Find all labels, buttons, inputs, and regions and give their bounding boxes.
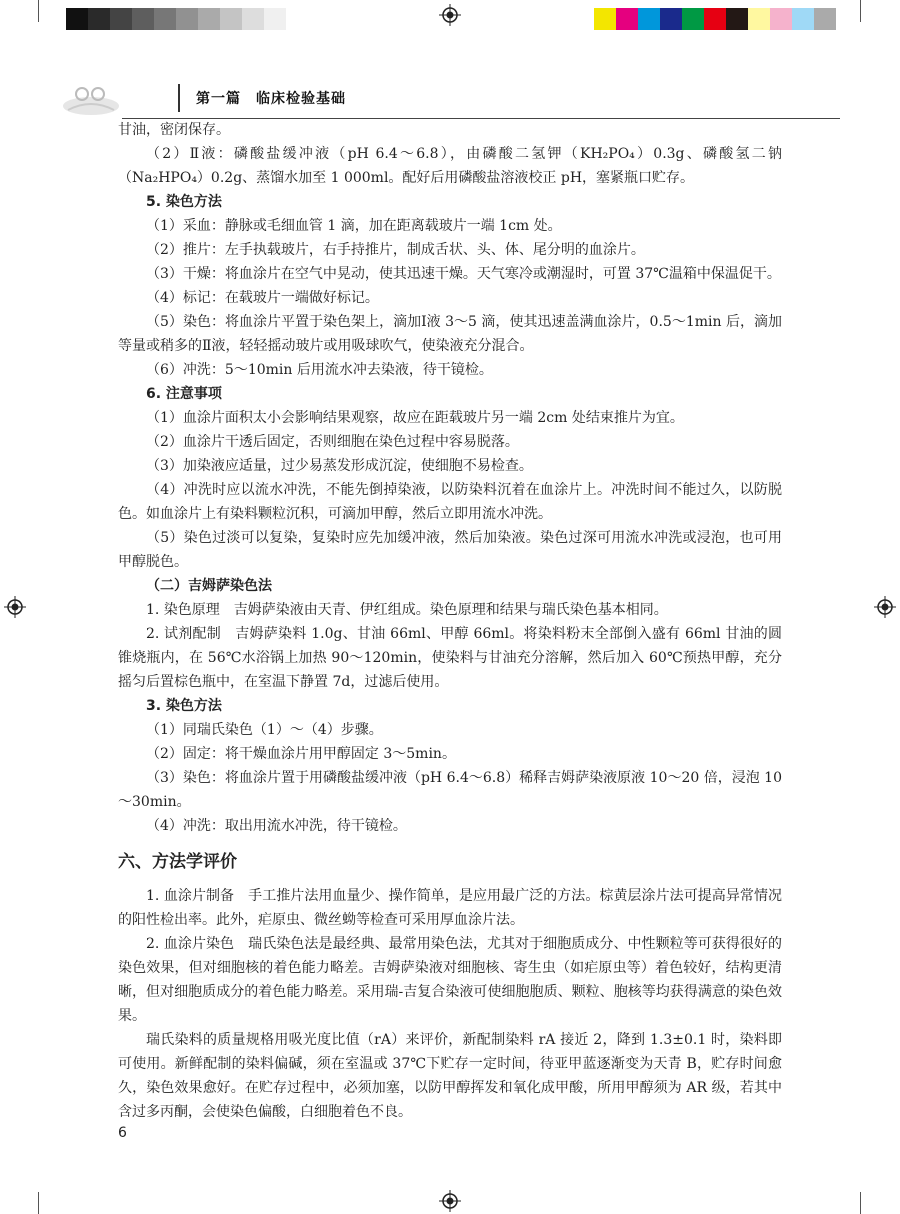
color-swatch bbox=[726, 8, 748, 30]
gray-swatch bbox=[220, 8, 242, 30]
gray-swatch bbox=[66, 8, 88, 30]
crop-mark bbox=[860, 0, 861, 22]
cmyk-color-bar bbox=[594, 8, 836, 30]
header-separator bbox=[178, 84, 180, 112]
paragraph: （2）固定：将干燥血涂片用甲醇固定 3～5min。 bbox=[146, 746, 456, 762]
registration-mark-icon bbox=[4, 596, 26, 618]
running-header bbox=[60, 80, 840, 120]
color-swatch bbox=[792, 8, 814, 30]
color-swatch bbox=[616, 8, 638, 30]
color-swatch bbox=[770, 8, 792, 30]
paragraph: （3）加染液应适量，过少易蒸发形成沉淀，使细胞不易检查。 bbox=[146, 458, 533, 474]
paragraph: （3）染色：将血涂片置于用磷酸盐缓冲液（pH 6.4～6.8）稀释吉姆萨染液原液 10～20 倍，浸泡 10～30min。 bbox=[118, 770, 782, 810]
registration-mark-icon bbox=[439, 1190, 461, 1212]
page-body bbox=[118, 118, 782, 1124]
gray-swatch bbox=[176, 8, 198, 30]
color-swatch bbox=[638, 8, 660, 30]
color-swatch bbox=[748, 8, 770, 30]
paragraph: （1）血涂片面积太小会影响结果观察，故应在距载玻片另一端 2cm 处结束推片为宜。 bbox=[146, 410, 684, 426]
gray-swatch bbox=[132, 8, 154, 30]
paragraph: 瑞氏染料的质量规格用吸光度比值（rA）来评价，新配制染料 rA 接近 2，降到 1.3±0.1 时，染料即可使用。新鲜配制的染料偏碱，须在室温或 37℃下贮存一定时间，待亚甲蓝逐渐变为天青 B，贮存时间愈久，染色效果愈好。在贮存过程中，必须加塞，以防甲醇挥发和氧化成甲酸，所用甲醇须为 AR 级，若其中含过多丙酮，会使染色偏酸，白细胞着色不良。 bbox=[118, 1032, 782, 1120]
registration-mark-icon bbox=[439, 4, 461, 26]
paragraph: （4）冲洗：取出用流水冲洗，待干镜检。 bbox=[146, 818, 407, 834]
crop-mark bbox=[860, 1192, 861, 1214]
registration-mark-icon bbox=[874, 596, 896, 618]
subheading: 3. 染色方法 bbox=[146, 698, 222, 714]
subheading: （二）吉姆萨染色法 bbox=[146, 578, 272, 594]
book-logo-icon bbox=[60, 80, 122, 120]
subheading: 6. 注意事项 bbox=[146, 386, 222, 402]
paragraph: （2）推片：左手执载玻片，右手持推片，制成舌状、头、体、尾分明的血涂片。 bbox=[146, 242, 645, 258]
gray-swatch bbox=[198, 8, 220, 30]
color-swatch bbox=[660, 8, 682, 30]
paragraph: 2. 血涂片染色 瑞氏染色法是最经典、最常用染色法，尤其对于细胞质成分、中性颗粒等可获得很好的染色效果，但对细胞核的着色能力略差。吉姆萨染液对细胞核、寄生虫（如疟原虫等）着色较好，结构更清晰，但对细胞质成分的着色能力略差。采用瑞-吉复合染液可使细胞胞质、颗粒、胞核等均获得满意的染色效果。 bbox=[118, 936, 782, 1024]
chapter-title: 第一篇 临床检验基础 bbox=[196, 91, 346, 107]
paragraph: （6）冲洗：5～10min 后用流水冲去染液，待干镜检。 bbox=[146, 362, 493, 378]
paragraph: （2）Ⅱ液：磷酸盐缓冲液（pH 6.4～6.8），由磷酸二氢钾（KH₂PO₄）0.3g、磷酸氢二钠（Na₂HPO₄）0.2g、蒸馏水加至 1 000ml。配好后用磷酸盐溶液校正 pH，塞紧瓶口贮存。 bbox=[118, 146, 782, 186]
gray-swatch bbox=[264, 8, 286, 30]
paragraph: （1）同瑞氏染色（1）～（4）步骤。 bbox=[146, 722, 383, 738]
paragraph: （4）标记：在载玻片一端做好标记。 bbox=[146, 290, 379, 306]
gray-swatch bbox=[242, 8, 264, 30]
paragraph: 1. 血涂片制备 手工推片法用血量少、操作简单，是应用最广泛的方法。棕黄层涂片法可提高异常情况的阳性检出率。此外，疟原虫、微丝蚴等检查可采用厚血涂片法。 bbox=[118, 888, 782, 928]
crop-mark bbox=[38, 0, 39, 22]
gray-swatch bbox=[154, 8, 176, 30]
paragraph: （4）冲洗时应以流水冲洗，不能先倒掉染液，以防染料沉着在血涂片上。冲洗时间不能过久，以防脱色。如血涂片上有染料颗粒沉积，可滴加甲醇，然后立即用流水冲洗。 bbox=[118, 482, 782, 522]
paragraph: 甘油，密闭保存。 bbox=[118, 122, 230, 138]
crop-mark bbox=[38, 1192, 39, 1214]
paragraph: （3）干燥：将血涂片在空气中晃动，使其迅速干燥。天气寒冷或潮湿时，可置 37℃温箱中保温促干。 bbox=[146, 266, 781, 282]
paragraph: 2. 试剂配制 吉姆萨染料 1.0g、甘油 66ml、甲醇 66ml。将染料粉末全部倒入盛有 66ml 甘油的圆锥烧瓶内，在 56℃水浴锅上加热 90～120min，使染料与甘油充分溶解，然后加入 60℃预热甲醇，充分摇匀后置棕色瓶中，在室温下静置 7d，过滤后使用。 bbox=[118, 626, 782, 690]
gray-swatch bbox=[110, 8, 132, 30]
color-swatch bbox=[594, 8, 616, 30]
gray-swatch bbox=[88, 8, 110, 30]
paragraph: （5）染色：将血涂片平置于染色架上，滴加Ⅰ液 3～5 滴，使其迅速盖满血涂片，0.5～1min 后，滴加等量或稍多的Ⅱ液，轻轻摇动玻片或用吸球吹气，使染液充分混合。 bbox=[118, 314, 782, 354]
paragraph: 1. 染色原理 吉姆萨染液由天青、伊红组成。染色原理和结果与瑞氏染色基本相同。 bbox=[146, 602, 668, 618]
color-swatch bbox=[814, 8, 836, 30]
subheading: 5. 染色方法 bbox=[146, 194, 222, 210]
paragraph: （5）染色过淡可以复染，复染时应先加缓冲液，然后加染液。染色过深可用流水冲洗或浸泡，也可用甲醇脱色。 bbox=[118, 530, 782, 570]
color-swatch bbox=[704, 8, 726, 30]
paragraph: （2）血涂片干透后固定，否则细胞在染色过程中容易脱落。 bbox=[146, 434, 519, 450]
page-number: 6 bbox=[118, 1125, 127, 1141]
color-swatch bbox=[682, 8, 704, 30]
section-heading: 六、方法学评价 bbox=[118, 852, 237, 872]
grayscale-color-bar bbox=[66, 8, 286, 30]
paragraph: （1）采血：静脉或毛细血管 1 滴，加在距离载玻片一端 1cm 处。 bbox=[146, 218, 562, 234]
